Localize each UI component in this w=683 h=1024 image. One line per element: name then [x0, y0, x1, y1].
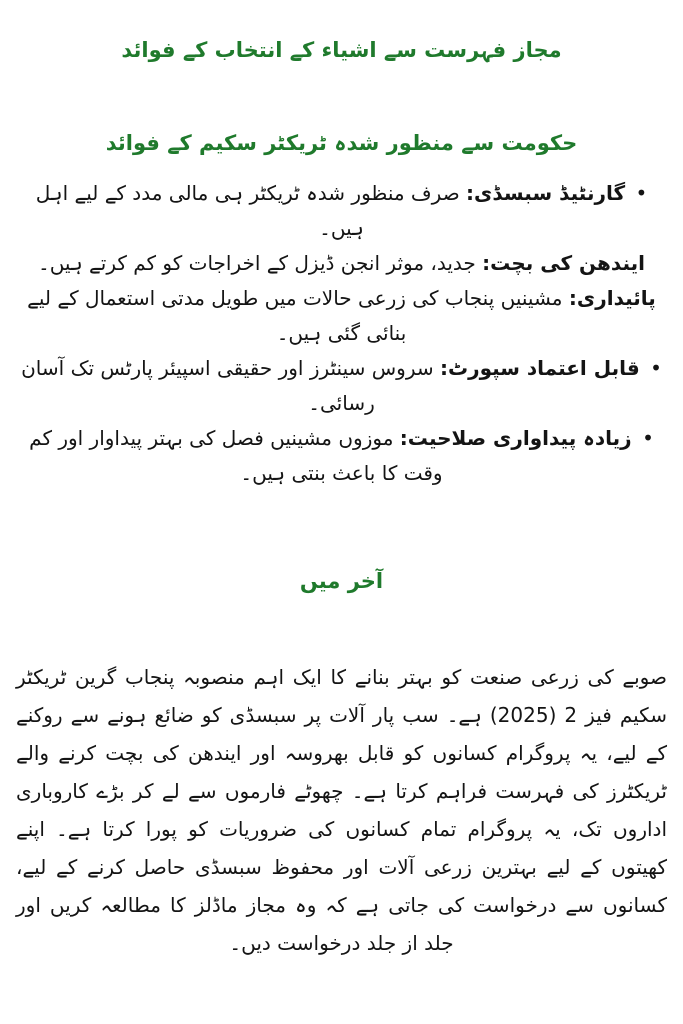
benefits-list	[18, 176, 665, 491]
benefit-label: گارنٹیڈ سبسڈی:	[466, 181, 626, 205]
benefit-item	[18, 281, 665, 351]
benefit-text: موزوں مشینیں فصل کی بہتر پیداوار اور کم وقت کا باعث بنتی ہیں۔	[29, 426, 443, 485]
benefit-text: مشینیں پنجاب کی زرعی حالات میں طویل مدتی استعمال کے لیے بنائی گئی ہیں۔	[27, 286, 563, 345]
section-heading-conclusion: آخر میں	[299, 569, 384, 593]
benefit-item	[18, 351, 665, 421]
bullet-icon: •	[635, 181, 648, 205]
benefit-label: پائیداری:	[568, 286, 656, 310]
benefit-text: سروس سینٹرز اور حقیقی اسپیئر پارٹس تک آسان رسائی۔	[21, 356, 434, 415]
benefit-text: جدید، موثر انجن ڈیزل کے اخراجات کو کم کرتے ہیں۔	[37, 251, 476, 275]
benefit-item	[18, 421, 665, 491]
benefit-label: زیادہ پیداواری صلاحیت:	[399, 426, 632, 450]
benefit-text: صرف منظور شدہ ٹریکٹر ہی مالی مدد کے لیے اہل ہیں۔	[35, 181, 460, 240]
benefit-label: ایندھن کی بچت:	[482, 251, 645, 275]
benefit-label: قابل اعتماد سپورٹ:	[439, 356, 640, 380]
bullet-icon: •	[642, 426, 654, 450]
conclusion-paragraph: صوبے کی زرعی صنعت کو بہتر بنانے کا ایک اہم منصوبہ پنجاب گرین ٹریکٹر سکیم فیز 2 (2025) ہے۔ سب پار آلات پر سبسڈی کو ضائع ہونے سے روکنے کے لیے، یہ پروگرام کسانوں کو قابل بھروسہ اور ایندھن کی بچت کرنے والے ٹریکٹرز کی فہرست فراہم کرتا ہے۔ چھوٹے فارموں سے لے کر بڑے کاروباری اداروں تک، یہ پروگرام تمام کسانوں کی ضروریات کو پورا کرتا ہے۔ اپنے کھیتوں کے لیے بہترین زرعی آلات اور محفوظ سبسڈی حاصل کرنے کے لیے، کسانوں سے درخواست کی جاتی ہے کہ وہ مجاز ماڈلز کا مطالعہ کریں اور جلد از جلد درخواست دیں۔	[16, 665, 667, 955]
benefit-item	[18, 246, 665, 281]
section-heading-scheme-benefits: حکومت سے منظور شدہ ٹریکٹر سکیم کے فوائد	[105, 131, 578, 155]
bullet-icon: •	[650, 356, 662, 380]
benefit-item	[18, 176, 665, 246]
document-title: مجاز فہرست سے اشیاء کے انتخاب کے فوائد	[121, 38, 562, 62]
